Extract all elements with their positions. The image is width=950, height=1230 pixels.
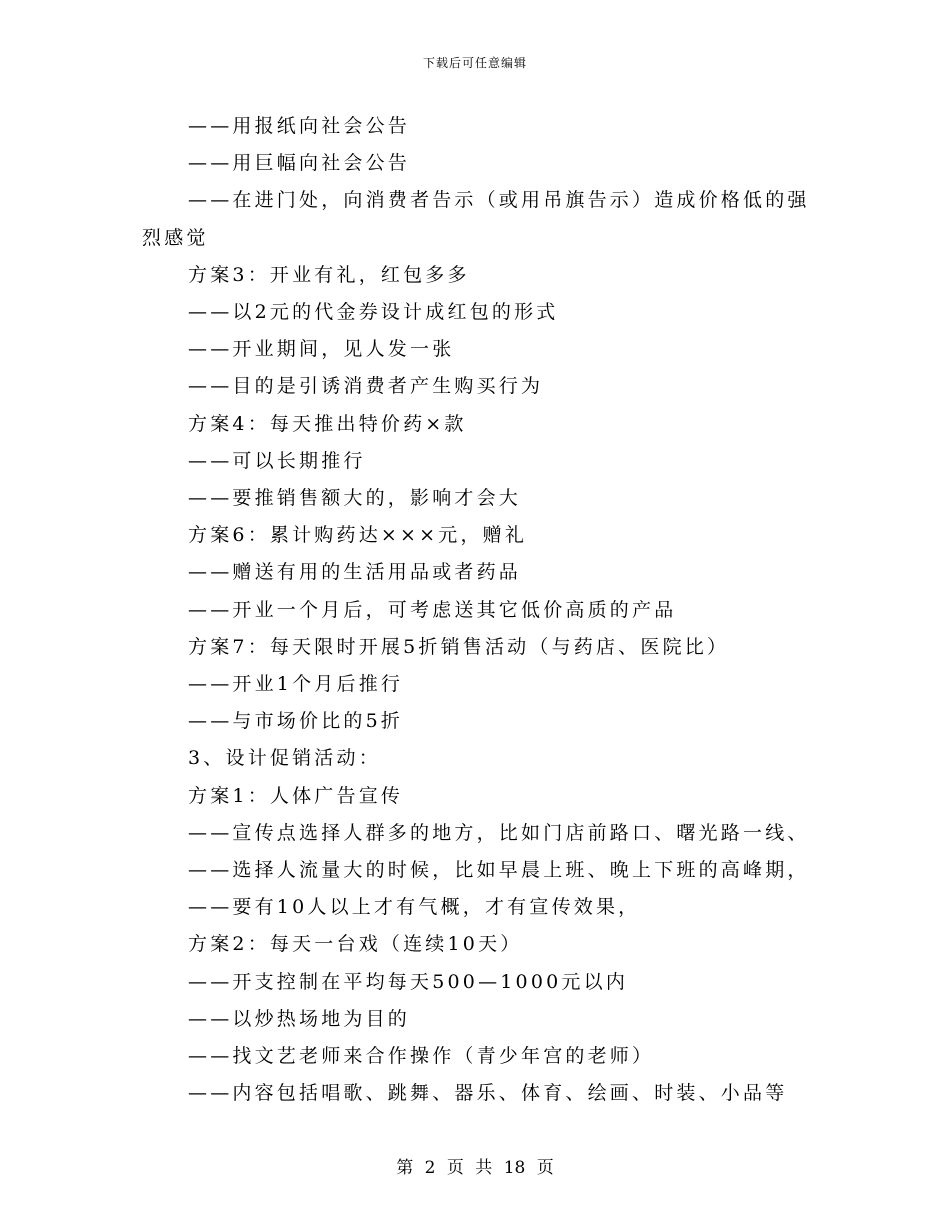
paragraph: 方案2：每天一台戏（连续10天） [188, 933, 523, 956]
paragraph: 3、设计促销活动： [188, 747, 381, 770]
paragraph: ——开业期间，见人发一张 [188, 338, 455, 361]
paragraph: ——与市场价比的5折 [188, 710, 404, 733]
paragraph: ——以炒热场地为目的 [188, 1007, 411, 1030]
page-header: 下载后可任意编辑 [422, 56, 527, 70]
paragraph: ——可以长期推行 [188, 449, 366, 472]
paragraph: 方案3：开业有礼，红包多多 [188, 263, 470, 286]
paragraph: ——赠送有用的生活用品或者药品 [188, 561, 522, 584]
paragraph: 方案4：每天推出特价药×款 [188, 412, 467, 435]
paragraph: 方案1：人体广告宣传 [188, 784, 404, 807]
paragraph: ——找文艺老师来合作操作（青少年宫的老师） [188, 1045, 655, 1068]
paragraph: ——开支控制在平均每天500—1000元以内 [188, 970, 629, 993]
paragraph: ——以2元的代金券设计成红包的形式 [188, 301, 559, 324]
paragraph: ——在进门处，向消费者告示（或用吊旗告示）造成价格低的强烈感觉 [142, 189, 810, 249]
paragraph: ——目的是引诱消费者产生购买行为 [188, 375, 544, 398]
paragraph: ——选择人流量大的时候，比如早晨上班、晚上下班的高峰期， [188, 859, 810, 882]
paragraph: ——内容包括唱歌、跳舞、器乐、体育、绘画、时装、小品等 [188, 1082, 788, 1105]
document-body [142, 108, 810, 1112]
page-number-footer: 第 2 页 共 18 页 [396, 1158, 554, 1178]
paragraph: ——开业1个月后推行 [188, 673, 404, 696]
paragraph: 方案7：每天限时开展5折销售活动（与药店、医院比） [188, 635, 730, 658]
paragraph: ——用巨幅向社会公告 [188, 152, 411, 175]
paragraph: ——宣传点选择人群多的地方，比如门店前路口、曙光路一线、 [188, 821, 810, 844]
paragraph: ——用报纸向社会公告 [188, 115, 411, 137]
paragraph: ——要有10人以上才有气概，才有宣传效果， [188, 896, 641, 919]
paragraph: 方案6：累计购药达×××元，赠礼 [188, 524, 528, 547]
paragraph: ——要推销售额大的，影响才会大 [188, 487, 522, 510]
paragraph: ——开业一个月后，可考虑送其它低价高质的产品 [188, 598, 677, 621]
